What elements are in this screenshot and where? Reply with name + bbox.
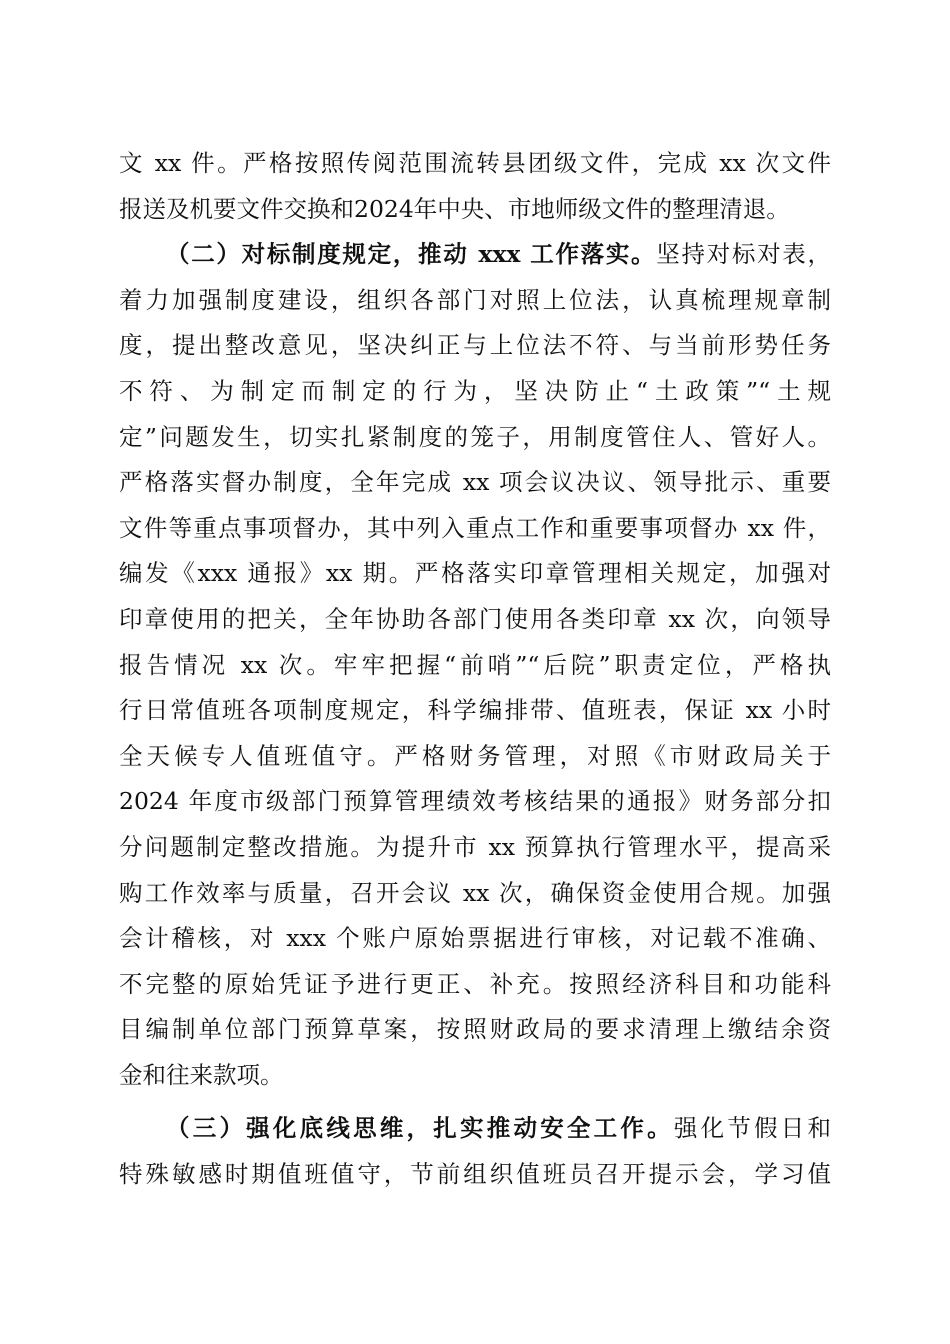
section-heading: （二）对标制度规定，推动 xxx 工作落实。: [166, 240, 657, 269]
body-line: 2024 年度市级部门预算管理绩效考核结果的通报》财务部分扣: [119, 787, 831, 816]
section-text: 强化节假日和: [673, 1114, 832, 1143]
body-line: 严格落实督办制度，全年完成 xx 项会议决议、领导批示、重要: [119, 468, 831, 497]
body-line: 目编制单位部门预算草案，按照财政局的要求清理上缴结余资: [119, 1015, 831, 1044]
body-line: 定”问题发生，切实扎紧制度的笼子，用制度管住人、管好人。: [119, 422, 831, 451]
body-line: 不完整的原始凭证予进行更正、补充。按照经济科目和功能科: [119, 969, 831, 998]
body-line: 度，提出整改意见，坚决纠正与上位法不符、与当前形势任务: [119, 331, 831, 360]
body-line: 文件等重点事项督办，其中列入重点工作和重要事项督办 xx 件，: [119, 513, 831, 542]
section-heading-line: [119, 232, 831, 278]
section-heading: （三）强化底线思维，扎实推动安全工作。: [166, 1114, 674, 1143]
body-line: 报送及机要文件交换和2024年中央、市地师级文件的整理清退。: [119, 194, 790, 223]
body-line: 不符、为制定而制定的行为，坚决防止“土政策”“土规: [119, 376, 831, 405]
body-line: 全天候专人值班值守。严格财务管理，对照《市财政局关于: [119, 741, 831, 770]
body-line: 购工作效率与质量，召开会议 xx 次，确保资金使用合规。加强: [119, 878, 831, 907]
paragraph-gap: [119, 1098, 831, 1106]
body-line: 着力加强制度建设，组织各部门对照上位法，认真梳理规章制: [119, 285, 831, 314]
body-line: 编发《xxx 通报》xx 期。严格落实印章管理相关规定，加强对: [119, 559, 831, 588]
body-line: 印章使用的把关，全年协助各部门使用各类印章 xx 次，向领导: [119, 604, 831, 633]
body-line: 金和往来款项。: [119, 1060, 284, 1089]
body-line: 行日常值班各项制度规定，科学编排带、值班表，保证 xx 小时: [119, 696, 831, 725]
body-line: 特殊敏感时期值班值守，节前组织值班员召开提示会，学习值: [119, 1160, 831, 1189]
body-line: 会计稽核，对 xxx 个账户原始票据进行审核，对记载不准确、: [119, 924, 831, 953]
body-line: 报告情况 xx 次。牢牢把握“前哨”“后院”职责定位，严格执: [119, 650, 831, 679]
document-body: [119, 141, 831, 1198]
section-text: 坚持对标对表，: [656, 240, 831, 269]
body-line: 分问题制定整改措施。为提升市 xx 预算执行管理水平，提高采: [119, 832, 831, 861]
body-line: 文 xx 件。严格按照传阅范围流转县团级文件，完成 xx 次文件: [119, 149, 831, 177]
section-heading-line: [119, 1106, 831, 1152]
